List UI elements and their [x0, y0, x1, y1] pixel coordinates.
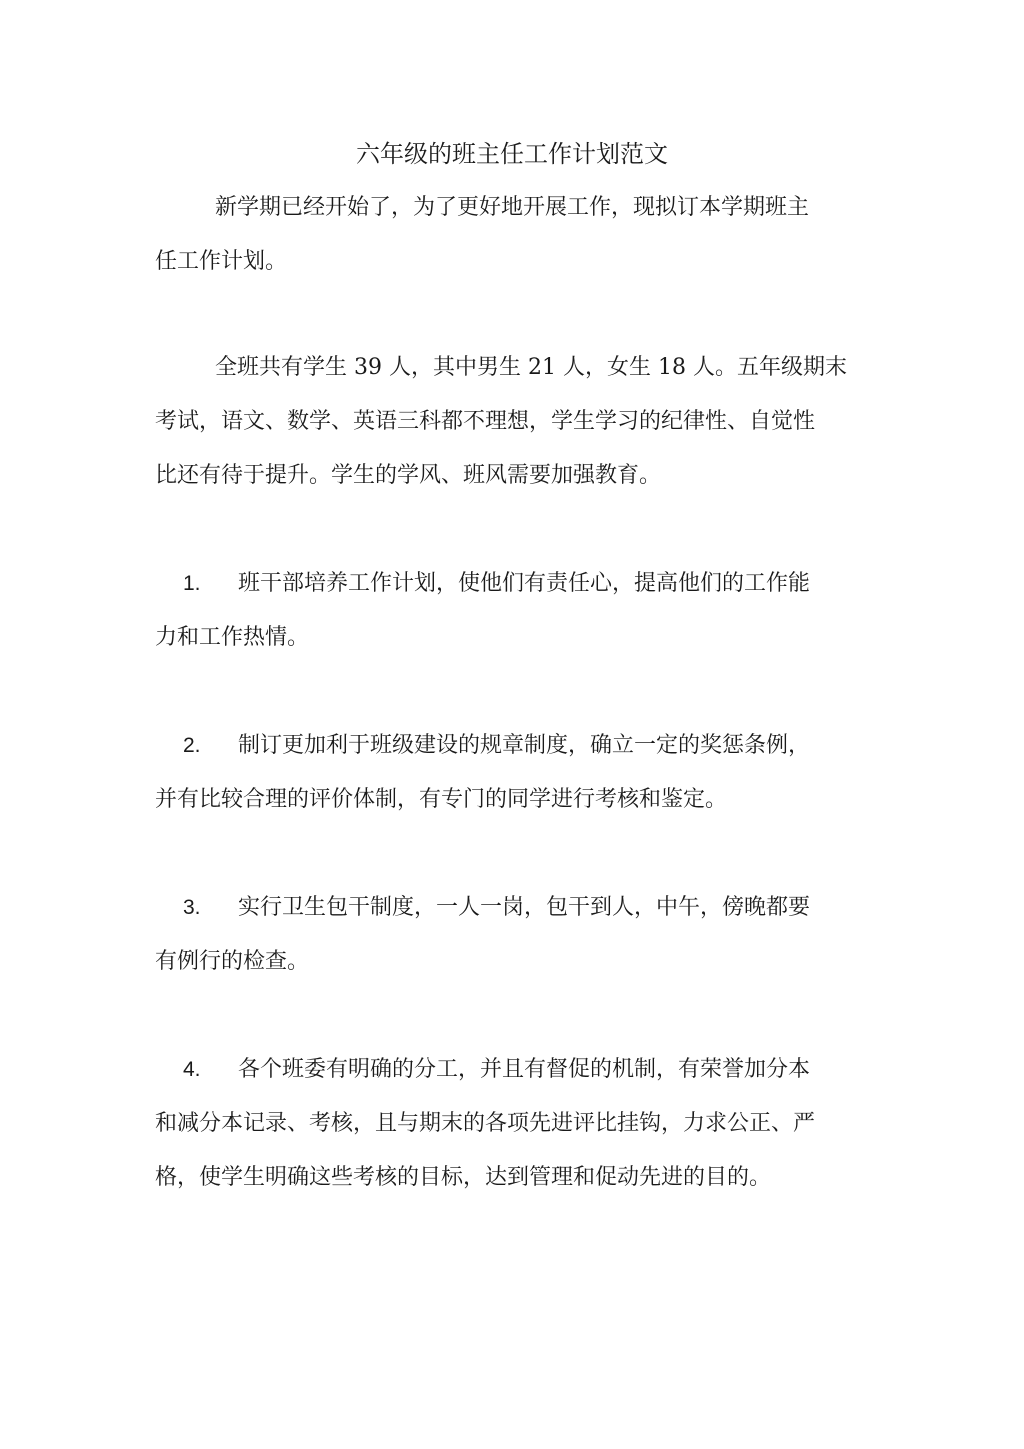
situation-line-1: 全班共有学生 39 人，其中男生 21 人，女生 18 人。五年级期末 [215, 355, 847, 380]
item-4-line-1: 各个班委有明确的分工，并且有督促的机制，有荣誉加分本 [238, 1057, 811, 1082]
item-2-number: 2. [183, 734, 201, 757]
situation-line-3: 比还有待于提升。学生的学风、班风需要加强教育。 [155, 463, 662, 488]
item-1-number: 1. [183, 572, 201, 595]
item-3-number: 3. [183, 896, 201, 919]
item-3-line-1: 实行卫生包干制度，一人一岗，包干到人，中午，傍晚都要 [238, 895, 811, 920]
intro-line-1: 新学期已经开始了，为了更好地开展工作，现拟订本学期班主 [215, 195, 810, 220]
item-1-line-1: 班干部培养工作计划，使他们有责任心，提高他们的工作能 [238, 571, 811, 596]
document-title: 六年级的班主任工作计划范文 [356, 140, 668, 168]
item-4-line-3: 格，使学生明确这些考核的目标，达到管理和促动先进的目的。 [155, 1165, 772, 1190]
situation-line-2: 考试，语文、数学、英语三科都不理想，学生学习的纪律性、自觉性 [155, 409, 816, 434]
intro-line-2: 任工作计划。 [155, 249, 288, 274]
item-2-line-1: 制订更加利于班级建设的规章制度，确立一定的奖惩条例， [238, 733, 811, 758]
item-1-line-2: 力和工作热情。 [155, 625, 310, 650]
item-3-line-2: 有例行的检查。 [155, 949, 310, 974]
item-4-number: 4. [183, 1058, 201, 1081]
item-2-line-2: 并有比较合理的评价体制，有专门的同学进行考核和鉴定。 [155, 787, 728, 812]
item-4-line-2: 和减分本记录、考核，且与期末的各项先进评比挂钩，力求公正、严 [155, 1111, 816, 1136]
